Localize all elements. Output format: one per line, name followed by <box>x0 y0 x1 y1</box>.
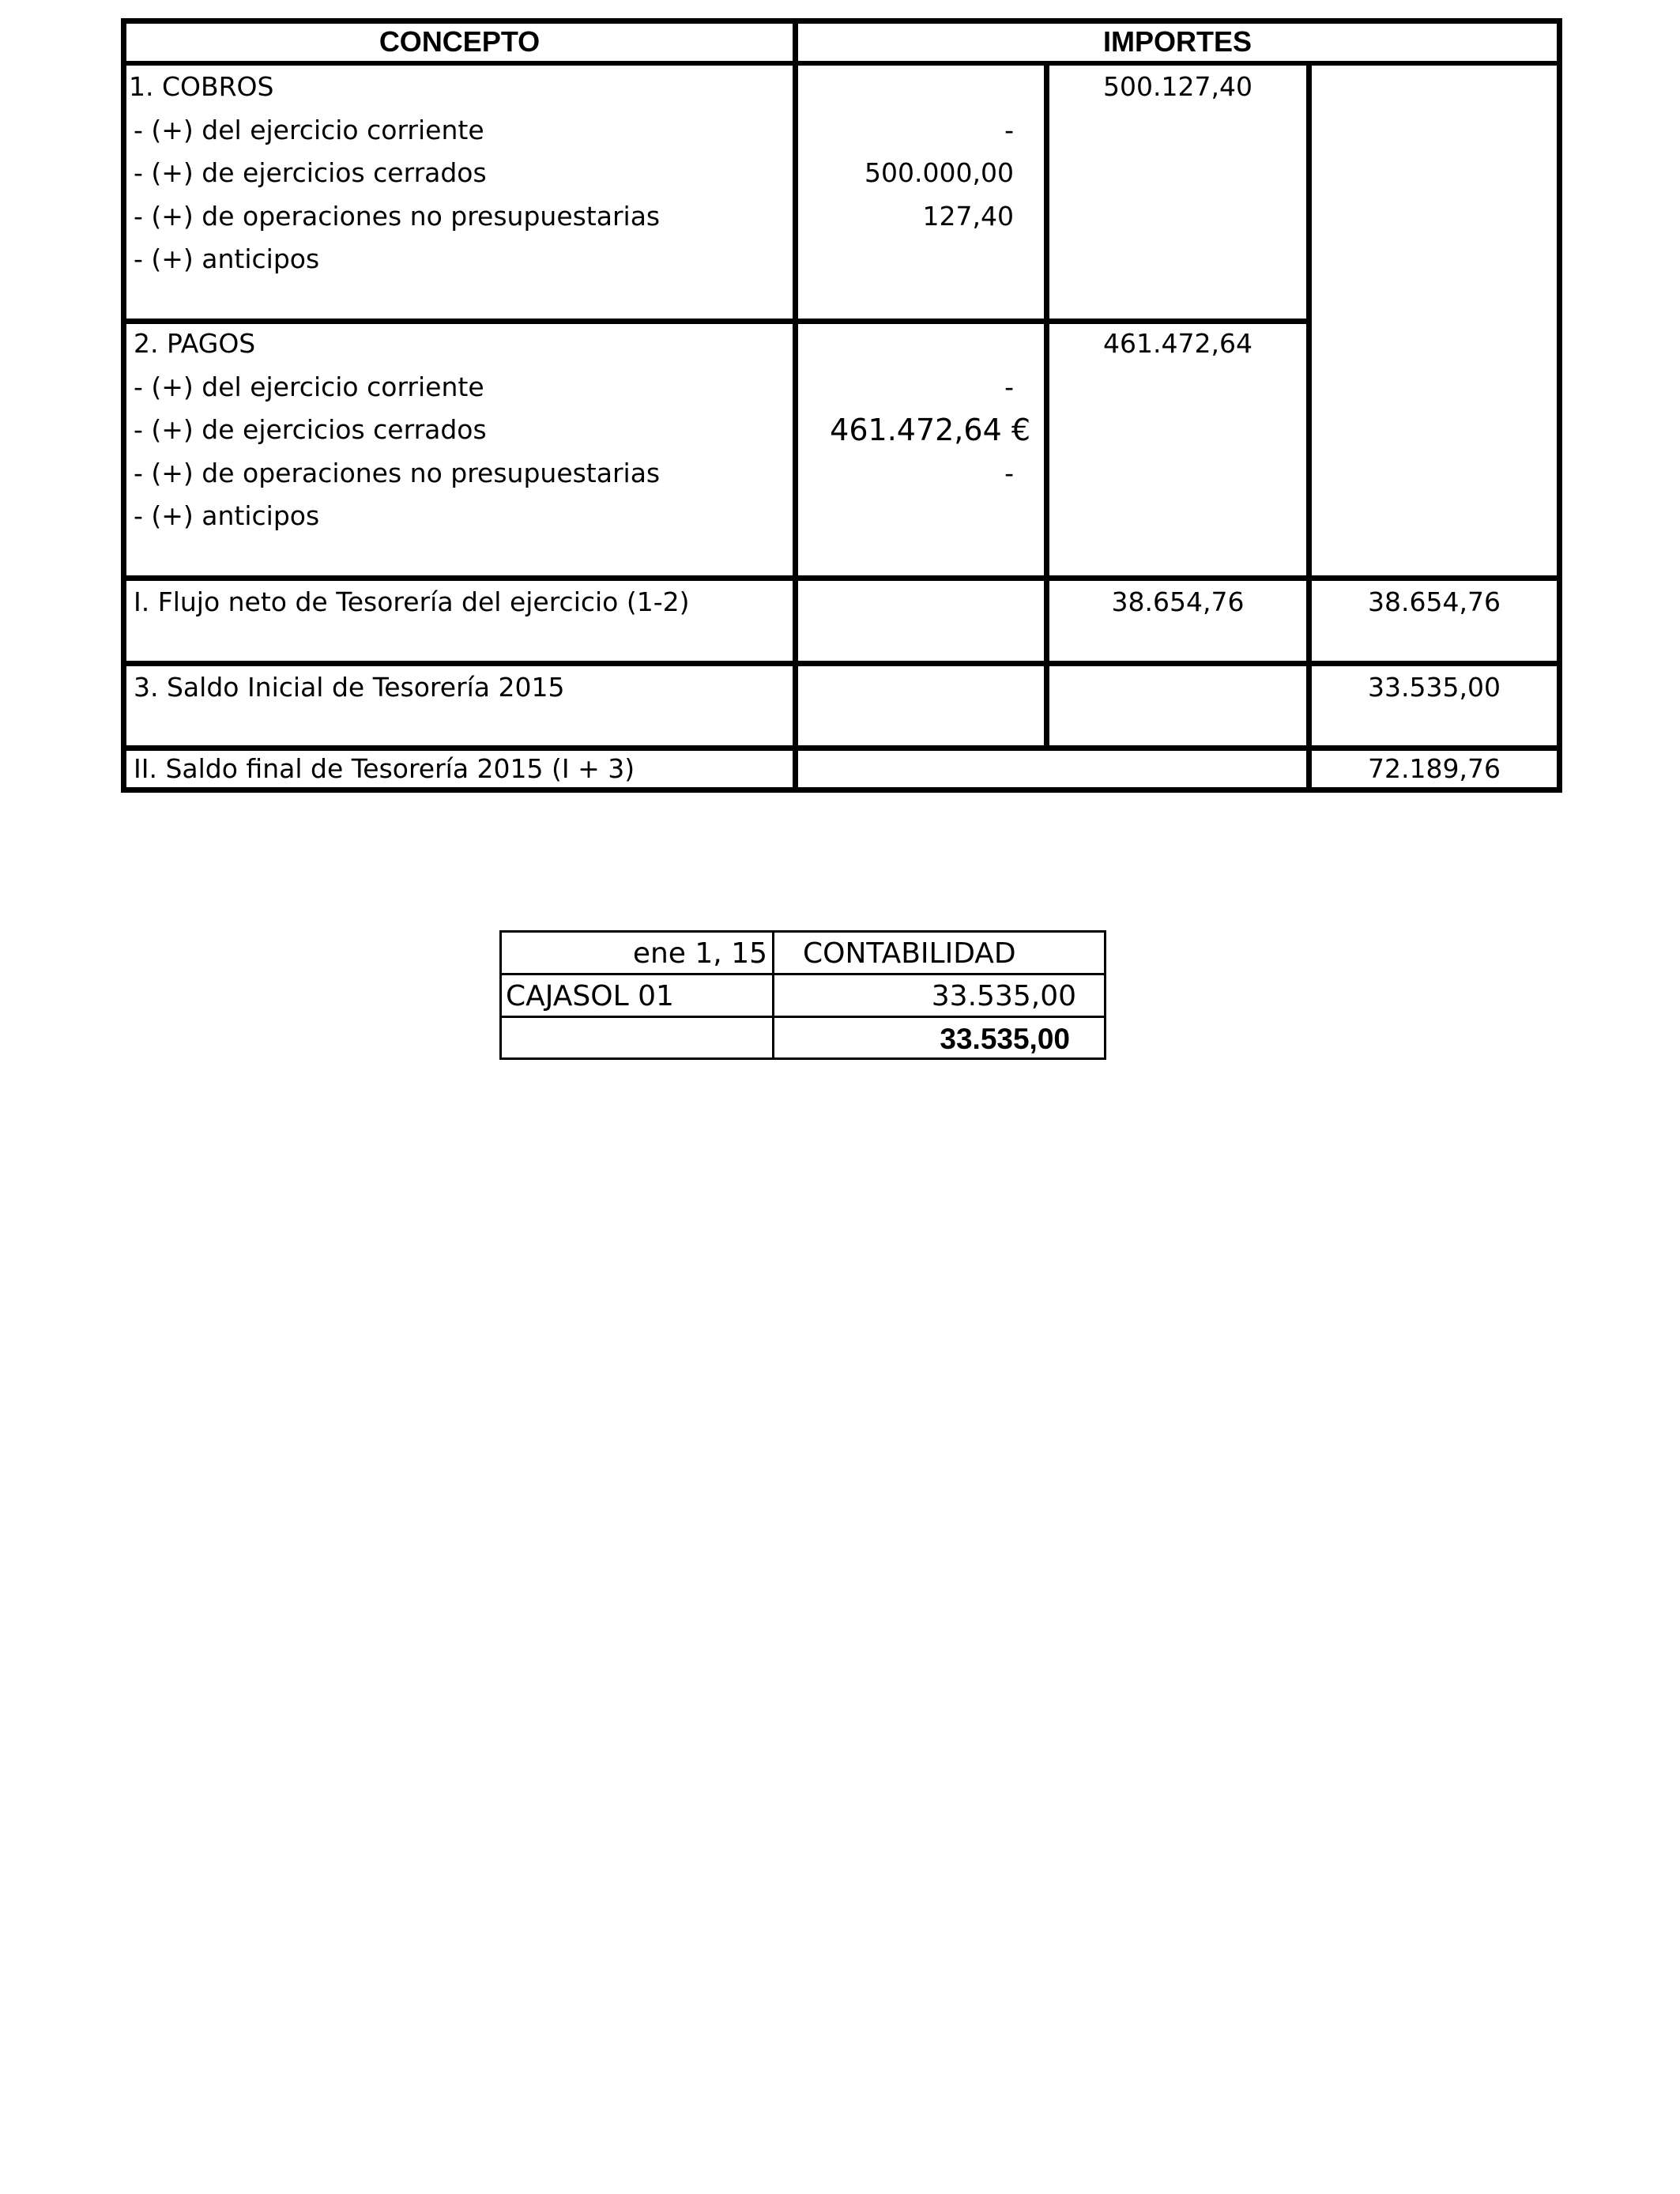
cobros-row-value: 500.000,00 <box>864 157 1014 189</box>
pagos-rule <box>121 575 1562 581</box>
cobros-total: 500.127,40 <box>1103 71 1252 102</box>
pagos-row-value: - <box>1004 371 1014 402</box>
cobros-row-label: - (+) del ejercicio corriente <box>134 114 484 145</box>
flujo-neto-total: 38.654,76 <box>1368 586 1501 617</box>
pagos-row-label: - (+) de ejercicios cerrados <box>134 414 487 446</box>
col-divider-concepto <box>793 18 798 793</box>
saldo-inicial-label: 3. Saldo Inicial de Tesorería 2015 <box>134 672 565 703</box>
flujo-neto-label: I. Flujo neto de Tesorería del ejercicio (1-2) <box>134 586 690 617</box>
pagos-row-label: - (+) del ejercicio corriente <box>134 371 484 402</box>
pagos-row-label: - (+) anticipos <box>134 500 320 532</box>
pagos-row-label: - (+) de operaciones no presupuestarias <box>134 457 661 488</box>
pagos-title: 2. PAGOS <box>134 328 256 359</box>
table-border-right <box>1557 18 1562 793</box>
cobros-row-label: - (+) anticipos <box>134 243 320 275</box>
flujo-neto-value: 38.654,76 <box>1111 586 1245 617</box>
pagos-row-value: 461.472,64 € <box>830 413 1030 448</box>
reconciliation-table <box>499 930 1106 1060</box>
saldo-final-label: II. Saldo final de Tesorería 2015 (I + 3) <box>134 753 635 784</box>
header-concepto: CONCEPTO <box>379 25 541 58</box>
col-divider-subtotal <box>1306 62 1312 793</box>
recon-total: 33.535,00 <box>940 1023 1070 1055</box>
saldo-inicial-total: 33.535,00 <box>1368 672 1501 703</box>
recon-border-right <box>1104 930 1106 1060</box>
header-importes: IMPORTES <box>1102 25 1252 58</box>
pagos-row-value: - <box>1004 457 1014 488</box>
recon-amount: 33.535,00 <box>931 980 1076 1012</box>
flujo-rule <box>121 661 1562 666</box>
cobros-row-label: - (+) de operaciones no presupuestarias <box>134 200 661 232</box>
cobros-row-label: - (+) de ejercicios cerrados <box>134 157 487 189</box>
cobros-row-value: - <box>1004 114 1014 145</box>
treasury-table <box>121 18 1562 793</box>
cobros-title: 1. COBROS <box>129 71 274 102</box>
table-border-left <box>121 18 126 793</box>
header-rule <box>121 61 1562 66</box>
saldo-final-total: 72.189,76 <box>1368 753 1501 784</box>
pagos-total: 461.472,64 <box>1103 328 1252 359</box>
recon-col-header: CONTABILIDAD <box>803 937 1016 970</box>
recon-date-header: ene 1, 15 <box>632 937 767 970</box>
recon-account: CAJASOL 01 <box>506 980 674 1012</box>
cobros-row-value: 127,40 <box>922 200 1014 232</box>
col-divider-detail <box>1044 62 1049 751</box>
